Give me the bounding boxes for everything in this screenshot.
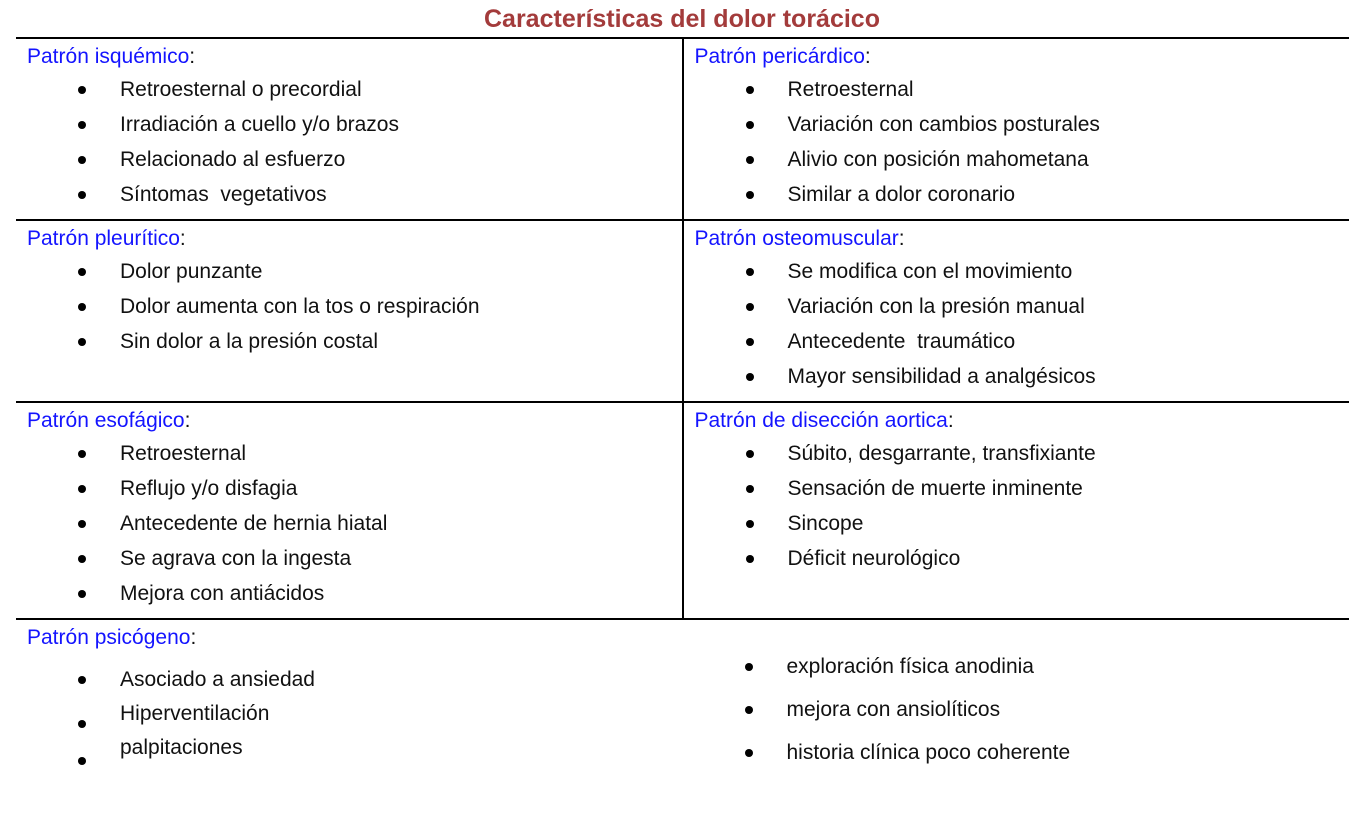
bullet-icon [746,156,754,164]
list-item-text: Similar a dolor coronario [787,183,1016,206]
isquemico-list [16,79,682,206]
table-row-3 [16,403,1349,620]
list-item [16,737,683,759]
list-item-text: Hiperventilación [120,702,270,725]
bullet-icon [78,555,86,563]
pattern-name: Patrón de disección aortica [694,409,948,432]
list-item-text: Sensación de muerte inminente [787,477,1083,500]
pattern-header-pericardico [695,44,1350,70]
list-item-text: Retroesternal [787,78,914,101]
pattern-header-psicogeno [27,625,683,651]
list-item-text: Retroesternal o precordial [120,78,362,101]
pleuritico-list [16,261,682,353]
pattern-header-diseccion-aortica [695,408,1350,434]
bullet-icon [746,520,754,528]
bullet-icon [746,373,754,381]
pattern-header-isquemico [27,44,682,70]
list-item [684,79,1350,101]
list-item [16,703,683,725]
psicogeno-left-list [16,669,683,759]
list-item-text: Se modifica con el movimiento [787,260,1073,283]
bullet-icon [746,86,754,94]
list-item [16,548,682,570]
pattern-colon: : [190,626,197,649]
list-item [16,79,682,101]
list-item-text: Retroesternal [120,442,247,465]
list-item-text: Se agrava con la ingesta [120,547,352,570]
list-item [684,366,1350,388]
cell-patron-pleuritico [16,221,682,401]
bullet-icon [78,485,86,493]
pattern-header-pleuritico [27,226,682,252]
list-item [684,184,1350,206]
diseccion-aortica-list [684,443,1350,570]
list-item-text: Irradiación a cuello y/o brazos [120,113,399,136]
list-item [684,331,1350,353]
list-item-text: Antecedente traumático [787,330,1016,353]
bullet-icon [78,720,86,728]
list-item-text: Antecedente de hernia hiatal [120,512,388,535]
table-row-2 [16,221,1349,403]
pattern-colon: : [864,45,871,68]
bullet-icon [746,121,754,129]
pattern-name: Patrón pericárdico [694,45,865,68]
bullet-icon [78,156,86,164]
list-item [684,513,1350,535]
bullet-icon [746,555,754,563]
bullet-icon [78,520,86,528]
list-item [16,443,682,465]
pattern-colon: : [898,227,905,250]
list-item-text: Súbito, desgarrante, transfixiante [787,442,1096,465]
list-item [16,261,682,283]
pattern-name: Patrón psicógeno [27,626,191,649]
cell-patron-esofagico [16,403,682,618]
list-item-text: exploración física anodinia [786,655,1034,678]
cell-patron-diseccion-aortica [682,403,1350,618]
list-item [684,296,1350,318]
list-item-text: Mayor sensibilidad a analgésicos [787,365,1096,388]
list-item-text: Variación con la presión manual [787,295,1085,318]
list-item [684,261,1350,283]
list-item [684,149,1350,171]
list-item [16,513,682,535]
pattern-header-esofagico [27,408,682,434]
pattern-header-osteomuscular [695,226,1350,252]
list-item [16,669,683,691]
cell-patron-isquemico [16,39,682,219]
table-row-4-psicogeno [16,620,1349,785]
list-item-text: Déficit neurológico [787,547,961,570]
chest-pain-characteristics-table [16,37,1349,785]
bullet-icon [746,303,754,311]
pattern-name: Patrón pleurítico [27,227,180,250]
list-item [16,478,682,500]
table-row-1 [16,39,1349,221]
list-item [16,149,682,171]
list-item-text: mejora con ansiolíticos [786,698,1001,721]
bullet-icon [746,338,754,346]
cell-patron-psicogeno-right [683,620,1350,785]
list-item [16,114,682,136]
bullet-icon [78,86,86,94]
list-item [683,656,1350,678]
list-item [684,478,1350,500]
page-title: Características del dolor torácico [484,5,880,33]
bullet-icon [78,450,86,458]
pattern-colon: : [184,409,191,432]
list-item-text: Asociado a ansiedad [120,668,315,691]
list-item [16,184,682,206]
psicogeno-right-list [683,656,1350,764]
list-item [16,583,682,605]
list-item [684,114,1350,136]
bullet-icon [746,485,754,493]
cell-patron-pericardico [682,39,1350,219]
pattern-colon: : [189,45,196,68]
pattern-colon: : [179,227,186,250]
pericardico-list [684,79,1350,206]
list-item-text: Dolor aumenta con la tos o respiración [120,295,480,318]
list-item-text: Variación con cambios posturales [787,113,1100,136]
pattern-name: Patrón esofágico [27,409,185,432]
list-item [683,699,1350,721]
list-item [16,296,682,318]
bullet-icon [746,191,754,199]
bullet-icon [78,338,86,346]
list-item-text: Síntomas vegetativos [120,183,327,206]
list-item [684,548,1350,570]
list-item-text: Reflujo y/o disfagia [120,477,298,500]
bullet-icon [78,303,86,311]
bullet-icon [745,749,753,757]
list-item-text: Relacionado al esfuerzo [120,148,346,171]
bullet-icon [78,757,86,765]
list-item [683,742,1350,764]
bullet-icon [78,121,86,129]
list-item [684,443,1350,465]
bullet-icon [745,706,753,714]
list-item-text: Sincope [787,512,864,535]
bullet-icon [78,268,86,276]
bullet-icon [78,676,86,684]
bullet-icon [746,268,754,276]
pattern-name: Patrón osteomuscular [694,227,899,250]
bullet-icon [745,663,753,671]
esofagico-list [16,443,682,605]
bullet-icon [746,450,754,458]
cell-patron-psicogeno-left [16,620,683,785]
list-item [16,331,682,353]
list-item-text: palpitaciones [120,736,243,759]
list-item-text: Sin dolor a la presión costal [120,330,378,353]
list-item-text: Alivio con posición mahometana [787,148,1089,171]
bullet-icon [78,191,86,199]
list-item-text: Dolor punzante [120,260,263,283]
osteomuscular-list [684,261,1350,388]
list-item-text: Mejora con antiácidos [120,582,325,605]
bullet-icon [78,590,86,598]
list-item-text: historia clínica poco coherente [786,741,1071,764]
cell-patron-osteomuscular [682,221,1350,401]
pattern-colon: : [947,409,954,432]
pattern-name: Patrón isquémico [27,45,190,68]
